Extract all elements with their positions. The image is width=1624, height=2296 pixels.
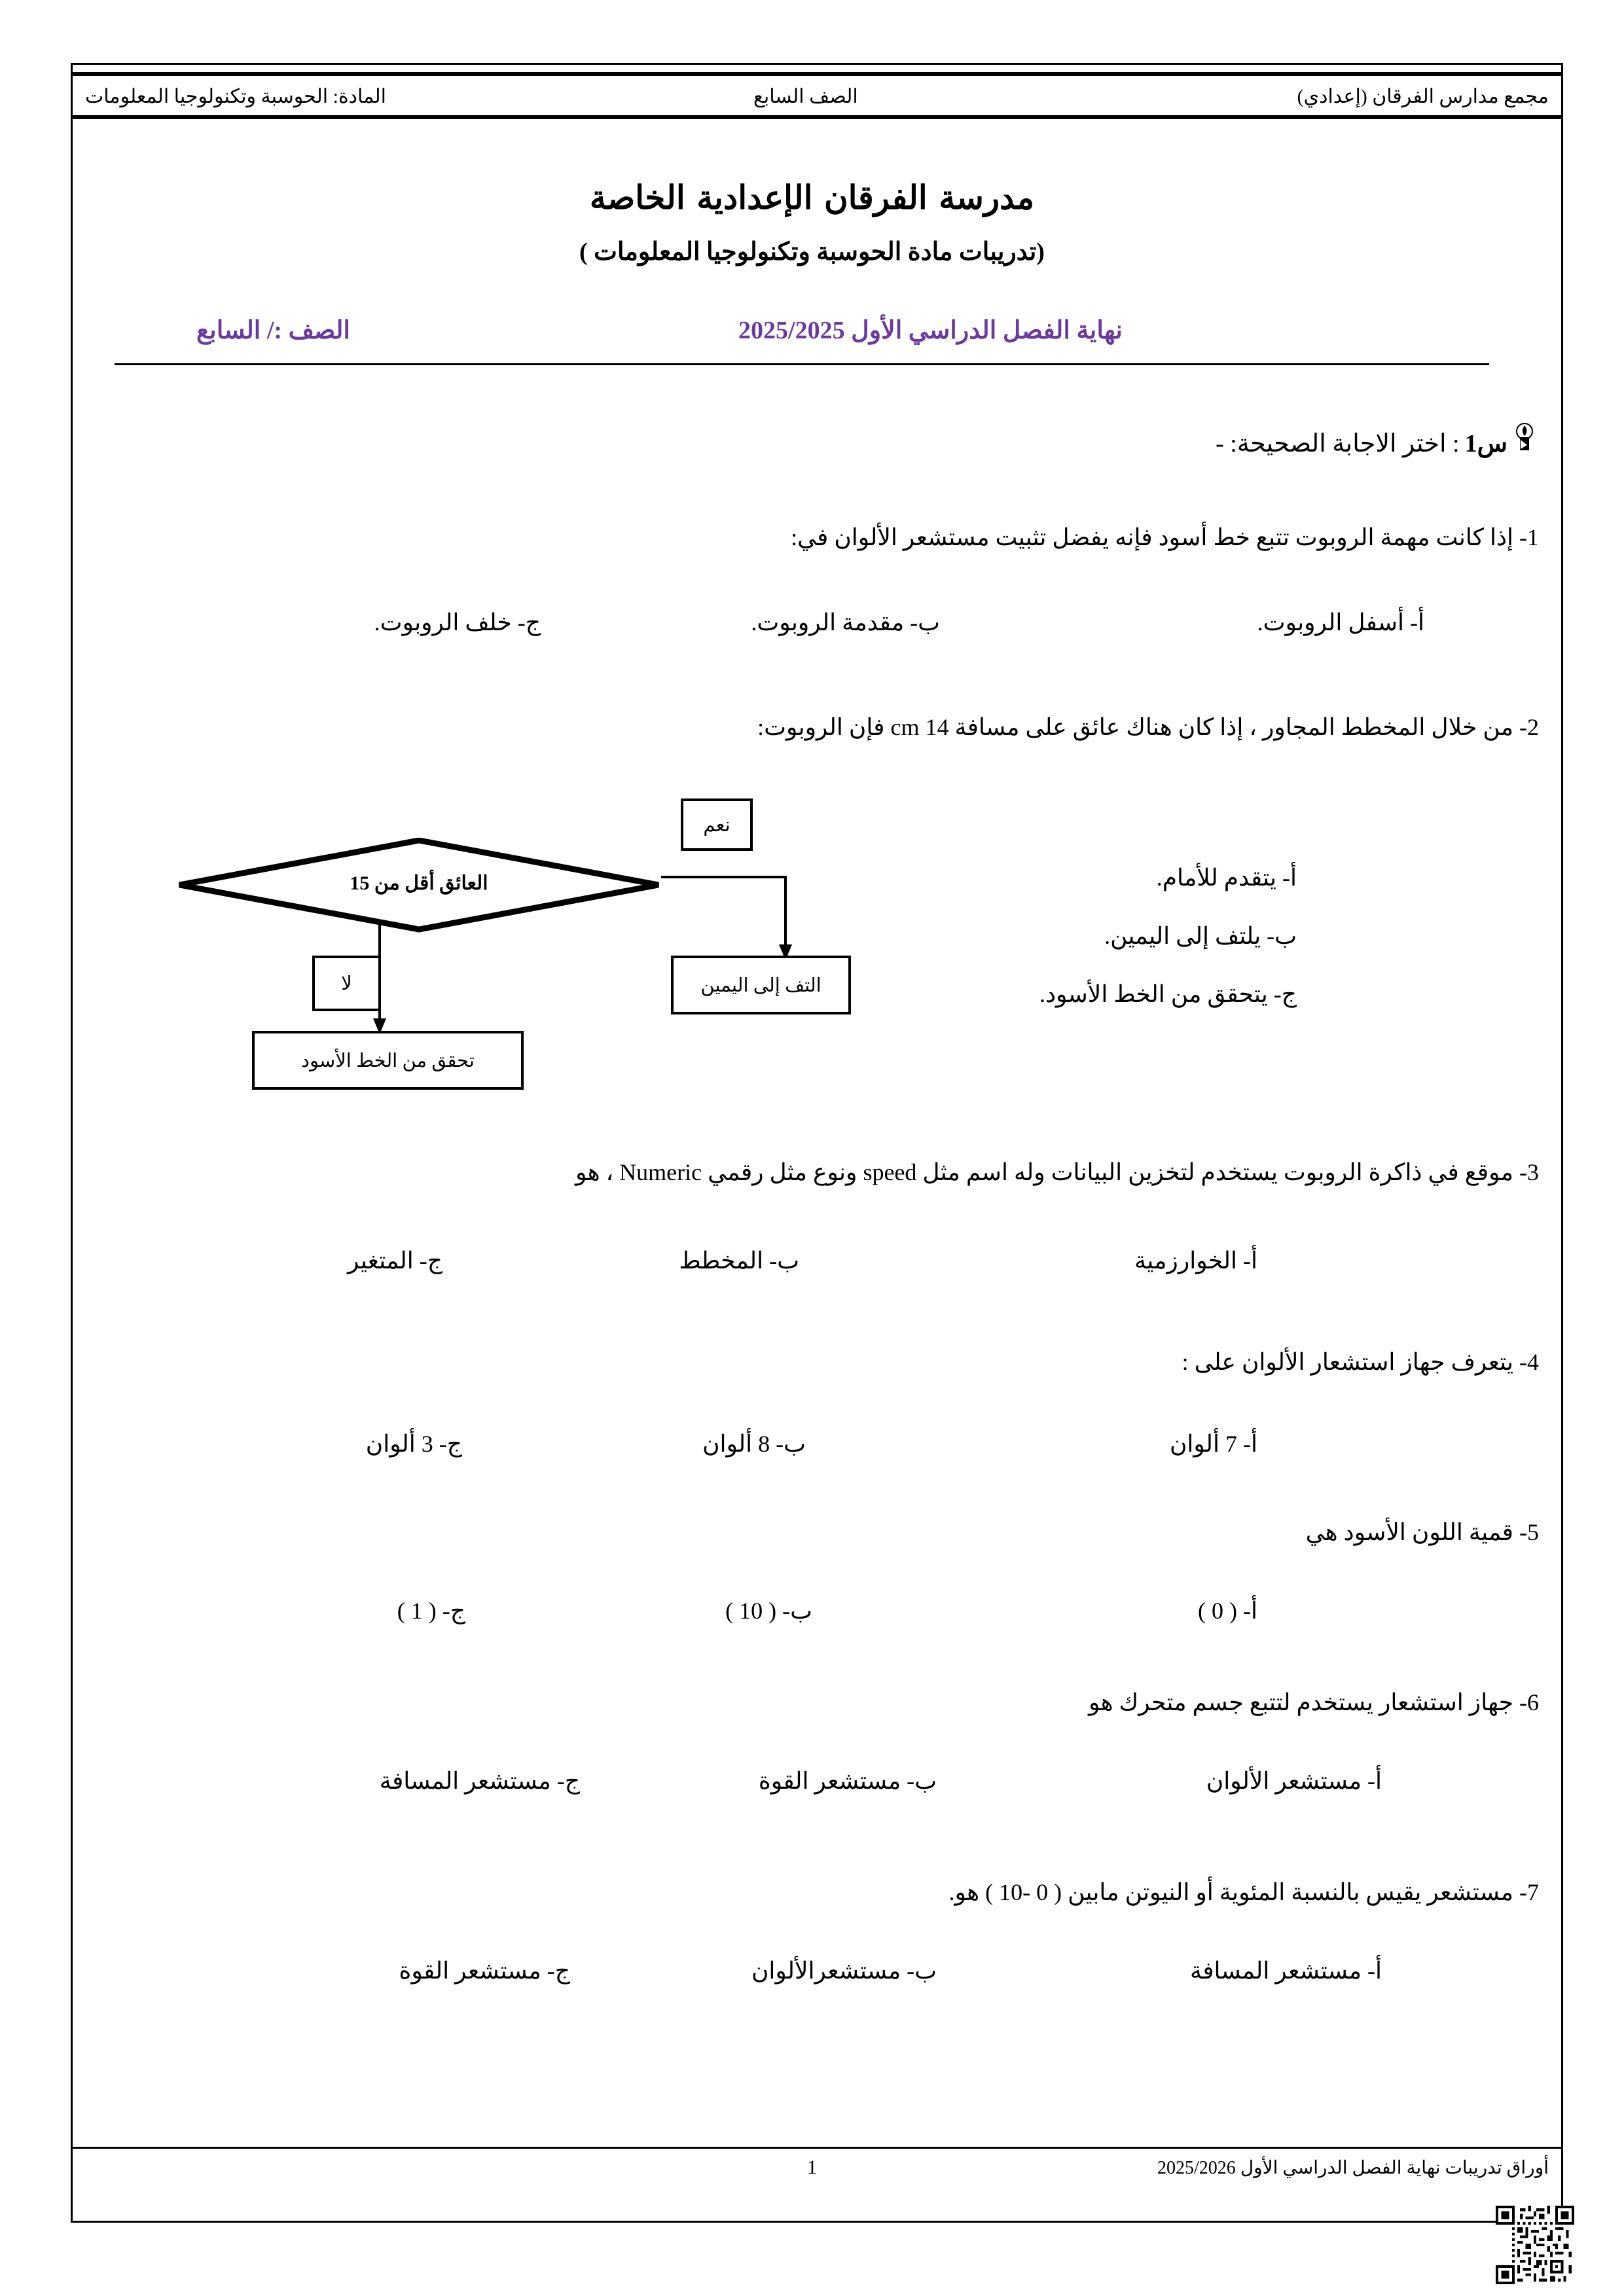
question-1-text: 1- إذا كانت مهمة الروبوت تتبع خط أسود فإنه يفضل تثبيت مستشعر الألوان في: — [791, 524, 1539, 550]
meta-row — [115, 315, 1489, 355]
question-6-text: 6- جهاز استشعار يستخدم لتتبع جسم متحرك هو — [1088, 1689, 1539, 1715]
flowchart — [177, 814, 923, 1116]
question-5-option-b[interactable]: ب- ( 10 ) — [725, 1598, 812, 1624]
question-3-text: 3- موقع في ذاكرة الروبوت يستخدم لتخزين البيانات وله اسم مثل speed ونوع مثل رقمي Numeric ، هو — [575, 1159, 1539, 1185]
question-5-option-c[interactable]: ج- ( 1 ) — [397, 1598, 465, 1624]
header-row — [85, 77, 1549, 115]
question-1-options — [200, 609, 1424, 636]
header-school-complex: مجمع مدارس الفرقان (إعدادي) — [1297, 85, 1549, 107]
grade-label: الصف :/ السابع — [196, 317, 350, 344]
flow-yes-label-box: نعم — [681, 798, 753, 851]
question-4-text: 4- يتعرف جهاز استشعار الألوان على : — [1182, 1349, 1539, 1375]
question-2-options — [1039, 864, 1297, 1039]
question-2-option-c[interactable]: ج- يتحقق من الخط الأسود. — [1039, 981, 1297, 1007]
question-5-option-a[interactable]: أ- ( 0 ) — [1198, 1598, 1257, 1624]
question-7-option-a[interactable]: أ- مستشعر المسافة — [1190, 1958, 1382, 1984]
qr-code — [1496, 2206, 1574, 2284]
section-text: : اختر الاجابة الصحيحة: - — [1216, 430, 1460, 457]
question-1-option-c[interactable]: ج- خلف الروبوت. — [374, 609, 541, 636]
page-subtitle: (تدريبات مادة الحوسبة وتكنولوجيا المعلومات ) — [579, 238, 1045, 266]
header-subject: المادة: الحوسبة وتكنولوجيا المعلومات — [85, 85, 386, 107]
question-1-option-a[interactable]: أ- أسفل الروبوت. — [1257, 609, 1424, 636]
question-6-option-a[interactable]: أ- مستشعر الألوان — [1206, 1768, 1382, 1794]
question-7-text: 7- مستشعر يقيس بالنسبة المئوية أو النيوتن مابين ( 0 -10 ) هو. — [948, 1879, 1539, 1905]
page-title: مدرسة الفرقان الإعدادية الخاصة — [589, 178, 1035, 217]
question-2-text: 2- من خلال المخطط المجاور ، إذا كان هناك عائق على مسافة 14 cm فإن الروبوت: — [757, 714, 1539, 740]
candle-icon — [1513, 423, 1539, 456]
question-3-option-a[interactable]: أ- الخوارزمية — [1134, 1247, 1257, 1274]
flow-decision-label: العائق أقل من 15 — [350, 872, 488, 894]
page-number: 1 — [807, 2157, 817, 2178]
header-divider — [115, 363, 1489, 365]
section-number: س1 — [1464, 430, 1507, 457]
question-4-option-a[interactable]: أ- 7 ألوان — [1169, 1431, 1257, 1457]
question-3-option-b[interactable]: ب- المخطط — [679, 1247, 799, 1274]
section-heading — [1216, 423, 1539, 458]
question-4-option-b[interactable]: ب- 8 ألوان — [702, 1431, 806, 1457]
question-4-options — [197, 1430, 1257, 1458]
question-4-option-c[interactable]: ج- 3 ألوان — [365, 1431, 462, 1457]
question-6-option-c[interactable]: ج- مستشعر المسافة — [379, 1768, 580, 1794]
question-3-options — [197, 1247, 1257, 1274]
question-2-option-a[interactable]: أ- يتقدم للأمام. — [1156, 865, 1297, 891]
flow-decision-shape — [177, 838, 661, 916]
question-7-options — [197, 1957, 1382, 1984]
question-5-options — [197, 1597, 1257, 1624]
semester-label: نهاية الفصل الدراسي الأول 2025/2025 — [738, 317, 1123, 344]
header-grade: الصف السابع — [753, 85, 858, 107]
flow-no-branch-box: تحقق من الخط الأسود — [252, 1031, 524, 1090]
question-7-option-b[interactable]: ب- مستشعرالألوان — [751, 1958, 937, 1984]
question-6-option-b[interactable]: ب- مستشعر القوة — [758, 1768, 937, 1794]
question-7-option-c[interactable]: ج- مستشعر القوة — [399, 1958, 570, 1984]
question-2-option-b[interactable]: ب- يلتف إلى اليمين. — [1104, 923, 1297, 949]
flow-no-label-box: لا — [312, 956, 381, 1011]
footer-note: أوراق تدريبات نهاية الفصل الدراسي الأول 2025/2026 — [1157, 2158, 1549, 2178]
question-6-options — [197, 1767, 1382, 1795]
footer-divider — [73, 2147, 1561, 2149]
question-3-option-c[interactable]: ج- المتغير — [348, 1247, 442, 1274]
question-5-text: 5- قمية اللون الأسود هي — [1305, 1519, 1539, 1545]
flow-yes-branch-box: التف إلى اليمين — [671, 956, 851, 1014]
question-1-option-b[interactable]: ب- مقدمة الروبوت. — [751, 609, 940, 636]
